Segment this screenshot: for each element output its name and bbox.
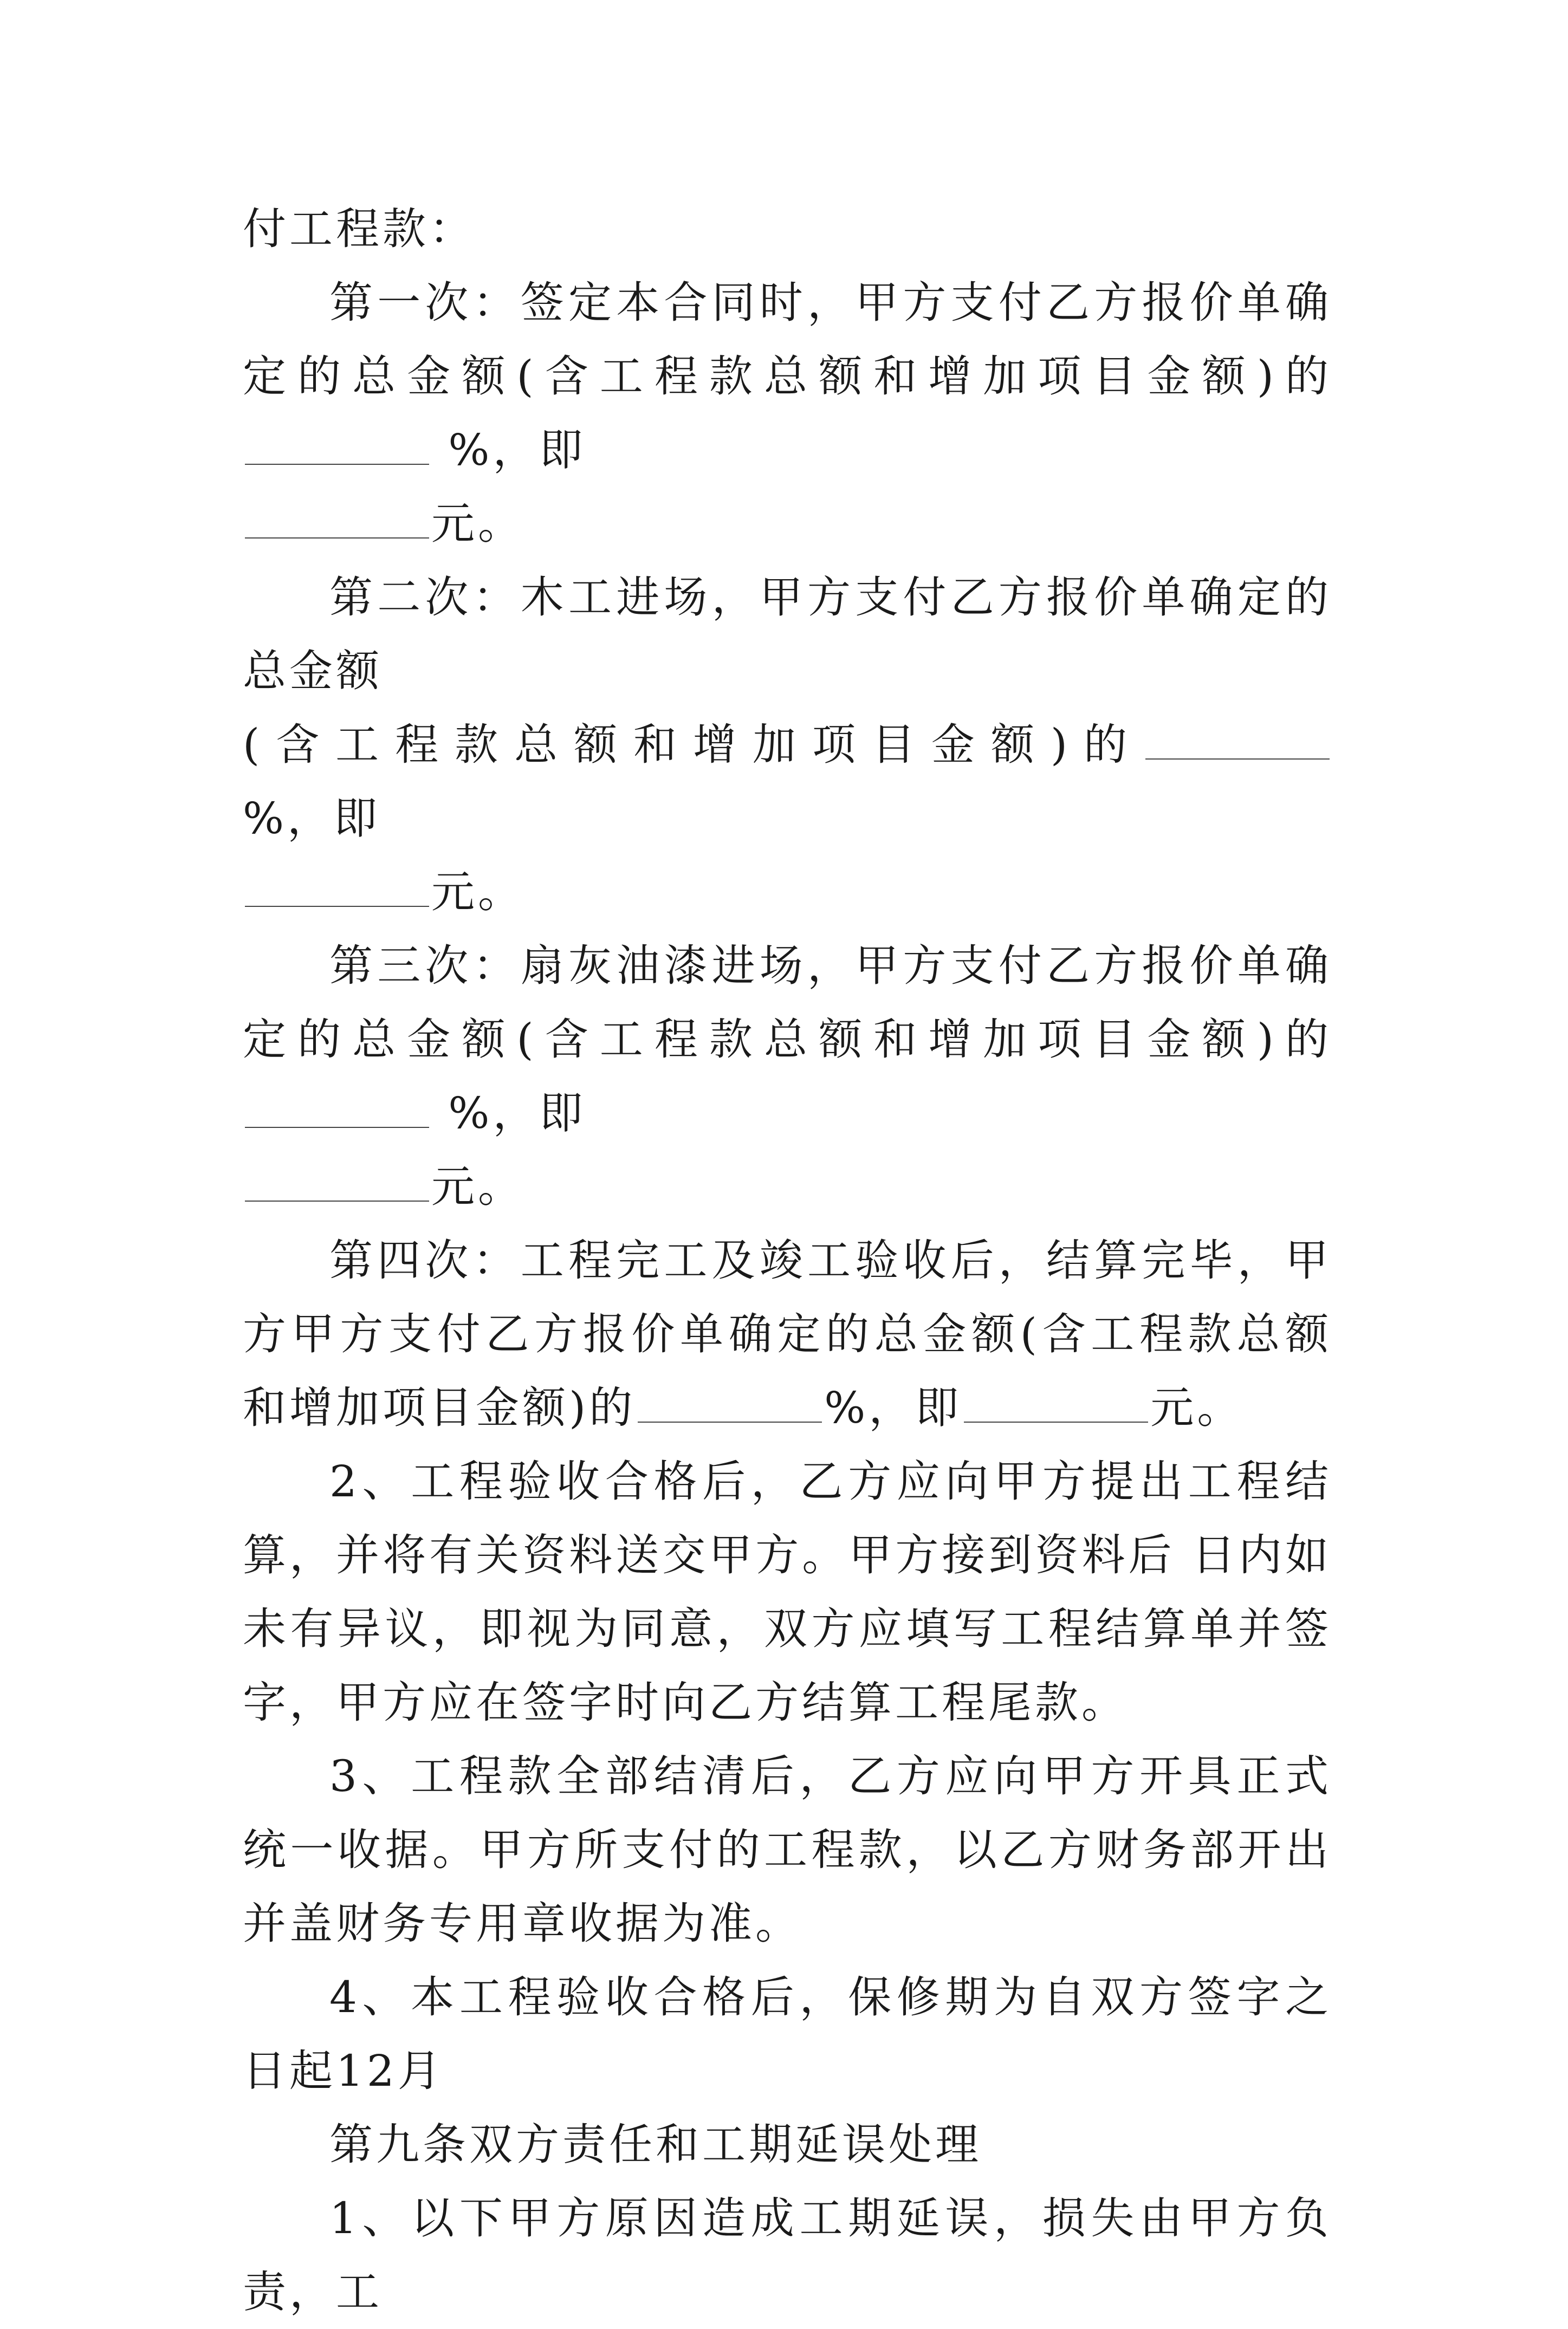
fourth-payment-amount-blank <box>964 1384 1148 1423</box>
paragraph-delay-responsibility: 1、以下甲方原因造成工期延误，损失由甲方负责，工 <box>243 2193 1332 2317</box>
second-payment-amount-label: 元。 <box>431 867 524 917</box>
fourth-payment-percent-blank <box>638 1384 822 1423</box>
paragraph-fourth-payment <box>243 1224 1332 1445</box>
fourth-payment-percent-label: %，即 <box>824 1383 962 1433</box>
first-payment-percent-label: %，即 <box>431 425 586 475</box>
paragraph-third-payment <box>243 929 1332 1224</box>
document-body <box>243 192 1332 2329</box>
paragraph-settlement: 2、工程验收合格后，乙方应向甲方提出工程结算，并将有关资料送交甲方。甲方接到资料后 日内如未有异议，即视为同意，双方应填写工程结算单并签字，甲方应在签字时向乙方结算工程尾款。 <box>243 1456 1332 1728</box>
third-payment-amount-blank <box>245 1163 429 1202</box>
second-payment-percent-blank <box>1145 721 1330 760</box>
article-nine-heading: 第九条双方责任和工期延误处理 <box>329 2119 982 2170</box>
first-payment-text: 第一次：签定本合同时，甲方支付乙方报价单确定的总金额(含工程款总额和增加项目金额)的 <box>243 277 1332 401</box>
third-payment-percent-label: %，即 <box>431 1088 586 1138</box>
paragraph-warranty: 4、本工程验收合格后，保修期为自双方签字之日起12月 <box>243 1972 1332 2096</box>
second-payment-percent-label: %，即 <box>243 793 381 844</box>
second-payment-text: 第二次：木工进场，甲方支付乙方报价单确定的总金额 <box>243 572 1332 696</box>
first-payment-amount-blank <box>245 499 429 539</box>
third-payment-text: 第三次：扇灰油漆进场，甲方支付乙方报价单确定的总金额(含工程款总额和增加项目金额)的 <box>243 940 1332 1065</box>
paragraph-receipt: 3、工程款全部结清后，乙方应向甲方开具正式统一收据。甲方所支付的工程款，以乙方财务部开出并盖财务专用章收据为准。 <box>243 1751 1332 1949</box>
first-payment-percent-blank <box>245 426 429 465</box>
fourth-payment-text: 第四次：工程完工及竣工验收后，结算完毕，甲方甲方支付乙方报价单确定的总金额(含工程款总额和增加项目金额)的 <box>243 1235 1332 1433</box>
second-payment-amount-blank <box>245 868 429 907</box>
first-payment-amount-label: 元。 <box>431 498 524 549</box>
second-payment-scope: (含工程款总额和增加项目金额)的 <box>243 719 1143 770</box>
third-payment-amount-label: 元。 <box>431 1162 524 1212</box>
third-payment-percent-blank <box>245 1089 429 1128</box>
paragraph-payment-intro: 付工程款： <box>243 204 476 254</box>
paragraph-first-payment <box>243 266 1332 561</box>
fourth-payment-amount-label: 元。 <box>1150 1383 1244 1433</box>
paragraph-second-payment <box>243 561 1332 929</box>
